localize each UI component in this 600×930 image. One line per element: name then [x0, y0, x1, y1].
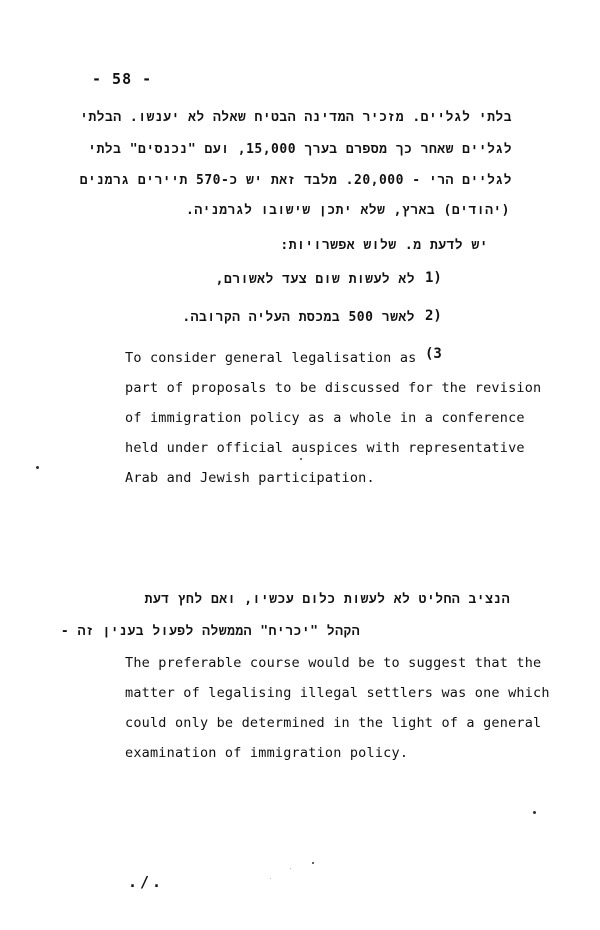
english-line: To consider general legalisation as	[125, 350, 417, 366]
english-line: examination of immigration policy.	[125, 745, 409, 761]
english-line: The preferable course would be to suggest that the	[125, 655, 542, 671]
english-line: matter of legalising illegal settlers was one which	[125, 685, 550, 701]
english-line: held under official auspices with representative	[125, 440, 525, 456]
scan-speck	[290, 868, 291, 869]
hebrew-line: לגליים הרי - 20,000. מלבד זאת יש כ-570 תיירים גרמנים	[79, 173, 512, 188]
english-line: could only be determined in the light of a general	[125, 715, 542, 731]
hebrew-line: הקהל "יכריח" הממשלה לפעול בענין זה -	[60, 624, 360, 639]
scan-speck	[36, 466, 39, 469]
options-intro: יש לדעת מ. שלוש אפשרויות:	[280, 238, 488, 253]
option-number: 2)	[425, 308, 442, 324]
english-line: part of proposals to be discussed for the revision	[125, 380, 542, 396]
hebrew-line: בלתי לגליים. מזכיר המדינה הבטיח שאלה לא יענשו. הבלתי	[80, 110, 512, 125]
option-number: (3	[425, 346, 442, 362]
scan-speck	[300, 458, 302, 460]
hebrew-line: לגליים שאחר כך מספרם בערך 15,000, ועם "נכנסים" בלתי	[88, 142, 512, 157]
continuation-mark: ./.	[128, 873, 165, 891]
page-number: - 58 -	[92, 70, 153, 88]
english-line: Arab and Jewish participation.	[125, 470, 375, 486]
scan-speck	[533, 811, 536, 814]
english-line: of immigration policy as a whole in a conference	[125, 410, 525, 426]
hebrew-line: הנציב החליט לא לעשות כלום עכשיו, ואם לחץ דעת	[144, 592, 510, 607]
scan-speck	[270, 878, 271, 879]
option-text: לאשר 500 במכסת העליה הקרובה.	[182, 310, 415, 325]
option-text: לא לעשות שום צעד לאשורם,	[215, 272, 415, 287]
hebrew-line: (יהודים) בארץ, שלא יתכן שישובו לגרמניה.	[186, 203, 510, 218]
option-number: 1)	[425, 270, 442, 286]
scan-speck	[312, 862, 314, 864]
